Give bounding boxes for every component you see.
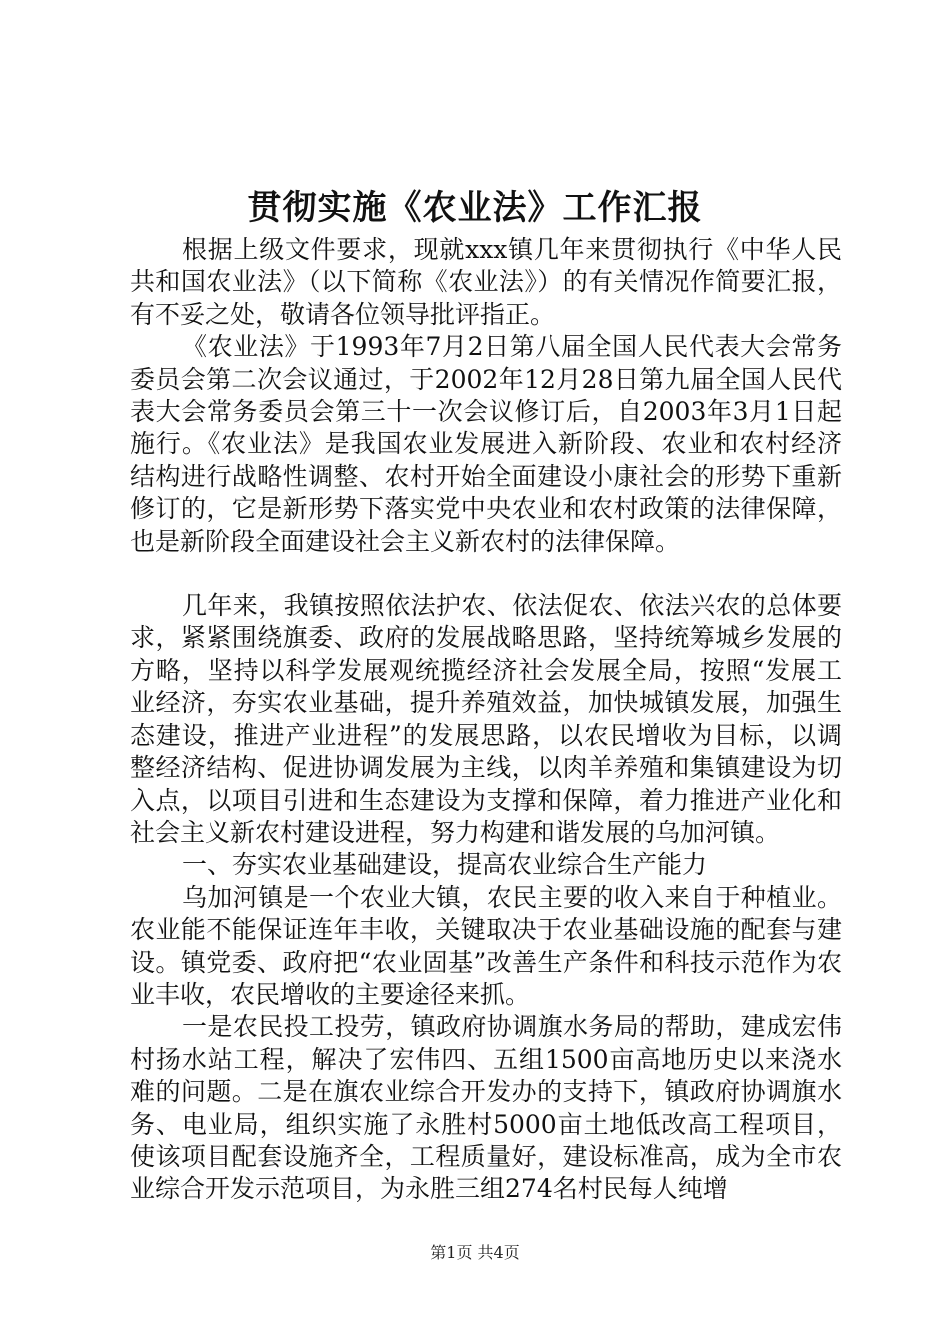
paragraph-projects: 一是农民投工投劳，镇政府协调旗水务局的帮助，建成宏伟村扬水站工程，解决了宏伟四、五组1500亩高地历史以来浇水难的问题。二是在旗农业综合开发办的支持下，镇政府协调旗水务、电业局，组织实施了永胜村5000亩土地低改高工程项目，使该项目配套设施齐全，工程质量好，建设标准高，成为全市农业综合开发示范项目，为永胜三组274名村民每人纯增 (130, 1012, 842, 1204)
paragraph-overview: 几年来，我镇按照依法护农、依法促农、依法兴农的总体要求，紧紧围绕旗委、政府的发展战略思路，坚持统筹城乡发展的方略，坚持以科学发展观统揽经济社会发展全局，按照“发展工业经济，夯实农业基础，提升养殖效益，加快城镇发展，加强生态建设，推进产业进程”的发展思路，以农民增收为目标，以调整经济结构、促进协调发展为主线，以肉羊养殖和集镇建设为切入点，以项目引进和生态建设为支撑和保障，着力推进产业化和社会主义新农村建设进程，努力构建和谐发展的乌加河镇。 (130, 591, 842, 847)
document-title: 贯彻实施《农业法》工作汇报 (247, 188, 703, 228)
paragraph-law-history: 《农业法》于1993年7月2日第八届全国人民代表大会常务委员会第二次会议通过，于2002年12月28日第九届全国人民代表大会常务委员会第三十一次会议修订后，自2003年3月1日起施行。《农业法》是我国农业发展进入新阶段、农业和农村经济结构进行战略性调整、农村开始全面建设小康社会的形势下重新修订的，它是新形势下落实党中央农业和农村政策的法律保障，也是新阶段全面建设社会主义新农村的法律保障。 (130, 332, 842, 556)
document-body (130, 234, 842, 1206)
paragraph-intro: 根据上级文件要求，现就xxx镇几年来贯彻执行《中华人民共和国农业法》（以下简称《农业法》）的有关情况作简要汇报，有不妥之处，敬请各位领导批评指正。 (130, 235, 842, 329)
section-heading-1: 一、夯实农业基础建设，提高农业综合生产能力 (182, 850, 708, 880)
page-footer: 第1页 共4页 (430, 1243, 520, 1262)
paragraph-agriculture-town: 乌加河镇是一个农业大镇，农民主要的收入来自于种植业。农业能不能保证连年丰收，关键取决于农业基础设施的配套与建设。镇党委、政府把“农业固基”改善生产条件和科技示范作为农业丰收，农民增收的主要途径来抓。 (130, 882, 842, 1009)
